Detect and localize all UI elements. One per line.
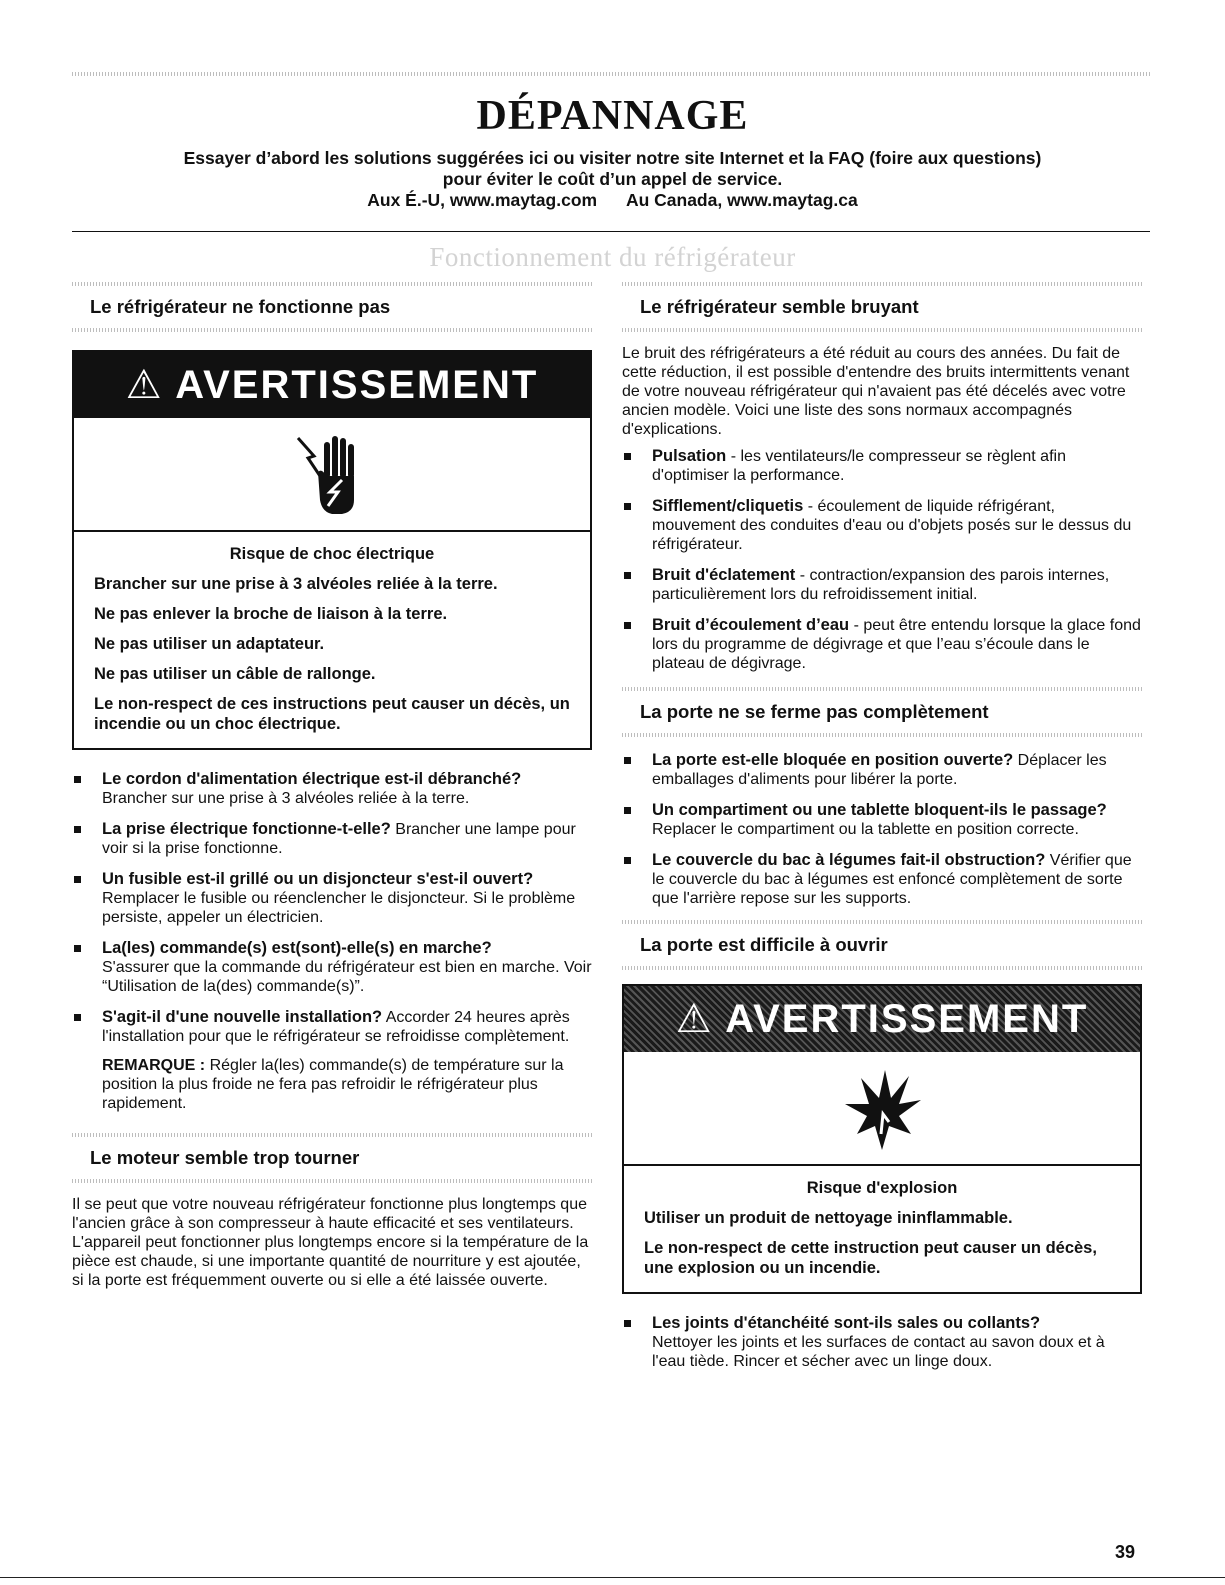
definition: - peut être entendu lorsque la glace fond lors du programme de dégivrage et que l’eau s’écoule dans le plateau de dégivrage.: [652, 617, 1141, 672]
section-title: Fonctionnement du réfrigérateur: [429, 242, 796, 272]
list-sounds: [622, 447, 1142, 673]
subhead-title: Le réfrigérateur semble bruyant: [640, 296, 919, 317]
subhead-title: La porte ne se ferme pas complètement: [640, 701, 989, 722]
intro-line-1: Essayer d’abord les solutions suggérées ici ou visiter notre site Internet et la FAQ (foire aux questions): [183, 148, 1042, 168]
warning-body: [74, 532, 590, 748]
warning-line: Brancher sur une prise à 3 alvéoles reliée à la terre.: [94, 575, 498, 593]
subhead-rule-bottom: [72, 1179, 592, 1183]
warning-triangle-icon: ⚠: [125, 363, 164, 407]
list-item: [622, 801, 1142, 839]
warning-line: Le non-respect de cette instruction peut causer un décès, une explosion ou un incendie.: [644, 1239, 1097, 1277]
explosion-icon: [624, 1052, 1140, 1166]
subhead-noisy: [622, 282, 1142, 332]
subhead-rule-bottom: [622, 328, 1142, 332]
question: La(les) commande(s) est(sont)-elle(s) en marche?: [102, 939, 492, 957]
answer: Brancher sur une prise à 3 alvéoles reliée à la terre.: [102, 790, 470, 807]
list-item: [622, 447, 1142, 485]
warning-risk: Risque de choc électrique: [229, 545, 435, 563]
warning-line: Ne pas utiliser un câble de rallonge.: [94, 665, 376, 683]
answer: S'assurer que la commande du réfrigérateur est bien en marche. Voir “Utilisation de la(des) commande(s)”.: [102, 959, 592, 995]
url-canada: Au Canada, www.maytag.ca: [625, 190, 858, 210]
answer: Nettoyer les joints et les surfaces de contact au savon doux et à l'eau tiède. Rincer et sécher avec un linge doux.: [652, 1334, 1105, 1370]
answer: Vérifier que le couvercle du bac à légumes est enfoncé complètement de sorte que l'arrière repose sur les supports.: [652, 852, 1132, 907]
electric-shock-hand-icon: [74, 418, 590, 532]
subhead-title: La porte est difficile à ouvrir: [640, 934, 888, 955]
list-item: [72, 870, 592, 927]
subhead-rule-bottom: [622, 733, 1142, 737]
subhead-door-not-closing: [622, 687, 1142, 737]
warning-label: AVERTISSEMENT: [175, 363, 539, 407]
list-item: [622, 851, 1142, 908]
question: La prise électrique fonctionne-t-elle?: [102, 820, 391, 838]
subhead-door-hard-to-open: [622, 920, 1142, 970]
subhead-rule-bottom: [622, 966, 1142, 970]
list-item: [622, 616, 1142, 673]
list-item: [622, 1314, 1142, 1371]
page-title: DÉPANNAGE: [476, 93, 749, 139]
warning-box-explosion: [622, 984, 1142, 1294]
checklist-not-working: [72, 770, 592, 1046]
subhead-not-working: [72, 282, 592, 332]
question: Les joints d'étanchéité sont-ils sales ou collants?: [652, 1314, 1041, 1332]
warning-line: Ne pas utiliser un adaptateur.: [94, 635, 325, 653]
question: Un fusible est-il grillé ou un disjoncteur s'est-il ouvert?: [102, 870, 534, 888]
warning-header: [74, 352, 590, 418]
list-item: [72, 820, 592, 858]
intro-divider: [72, 231, 1150, 232]
definition: - les ventilateurs/le compresseur se règlent afin d'optimiser la performance.: [652, 448, 1066, 484]
note-text: Régler la(les) commande(s) de température sur la position la plus froide ne fera pas refroidir le réfrigérateur plus rapidement.: [102, 1057, 564, 1112]
answer: Accorder 24 heures après l'installation pour que le réfrigérateur se refroidisse complètement.: [102, 1009, 570, 1045]
warning-line: Utiliser un produit de nettoyage ininflammable.: [644, 1209, 1013, 1227]
term: Bruit d’écoulement d’eau: [652, 616, 850, 634]
question: Un compartiment ou une tablette bloquent-ils le passage?: [652, 801, 1107, 819]
paragraph-motor: Il se peut que votre nouveau réfrigérateur fonctionne plus longtemps que l'ancien grâce à son compresseur à haute efficacité et ses ventilateurs. L'appareil peut fonctionner plus longtemps encore si la température de la pièce est chaude, si une importante quantité de nourriture y est ajoutée, si la porte est fréquemment ouverte ou si elle a été laissée ouverte.: [72, 1196, 589, 1289]
list-item: [622, 497, 1142, 554]
answer: Remplacer le fusible ou réenclencher le disjoncteur. Si le problème persiste, appeler un électricien.: [102, 890, 576, 926]
paragraph-noisy: Le bruit des réfrigérateurs a été réduit au cours des années. Du fait de cette réduction, il est possible d'entendre des bruits intermittents venant de votre nouveau réfrigérateur qui n'avaient pas été décelés avec votre ancien modèle. Voici une liste des sons normaux accompagnés d'explications.: [622, 345, 1130, 438]
definition: - écoulement de liquide réfrigérant, mouvement des conduites d'eau ou d'objets posés sur le dessus du réfrigérateur.: [652, 498, 1132, 553]
warning-body: [624, 1166, 1140, 1292]
term: Sifflement/cliquetis: [652, 497, 804, 515]
question: S'agit-il d'une nouvelle installation?: [102, 1008, 383, 1026]
subhead-motor: [72, 1133, 592, 1183]
url-us: Aux É.-U, www.maytag.com: [367, 190, 598, 210]
warning-line: Ne pas enlever la broche de liaison à la terre.: [94, 605, 448, 623]
list-item: [622, 566, 1142, 604]
intro: [60, 148, 1165, 211]
right-column: [622, 282, 1142, 1383]
question: Le couvercle du bac à légumes fait-il obstruction?: [652, 851, 1046, 869]
answer: Déplacer les emballages d'aliments pour libérer la porte.: [652, 752, 1107, 788]
note: [72, 1056, 592, 1113]
left-column: [72, 282, 592, 1290]
top-rule: [72, 72, 1150, 76]
page-number: 39: [1115, 1542, 1136, 1562]
bottom-rule: [0, 1577, 1225, 1578]
subhead-title: Le moteur semble trop tourner: [90, 1147, 360, 1168]
warning-line: Le non-respect de ces instructions peut causer un décès, un incendie ou un choc électrique.: [94, 695, 570, 733]
question: La porte est-elle bloquée en position ouverte?: [652, 751, 1014, 769]
checklist-door: [622, 751, 1142, 908]
definition: - contraction/expansion des parois internes, particulièrement lors du refroidissement initial.: [652, 567, 1110, 603]
intro-urls: [60, 190, 1165, 211]
warning-label: AVERTISSEMENT: [725, 997, 1089, 1041]
list-item: [622, 751, 1142, 789]
warning-triangle-icon: ⚠: [675, 997, 714, 1041]
intro-line-2: pour éviter le coût d’un appel de service.: [442, 169, 783, 189]
list-item: [72, 770, 592, 808]
question: Le cordon d'alimentation électrique est-il débranché?: [102, 770, 522, 788]
term: Pulsation: [652, 447, 727, 465]
note-label: REMARQUE :: [102, 1057, 206, 1074]
checklist-seals: [622, 1314, 1142, 1371]
list-item: [72, 1008, 592, 1046]
warning-risk: Risque d'explosion: [806, 1179, 958, 1197]
term: Bruit d'éclatement: [652, 566, 796, 584]
subhead-title: Le réfrigérateur ne fonctionne pas: [90, 296, 391, 317]
answer: Brancher une lampe pour voir si la prise fonctionne.: [102, 821, 576, 857]
warning-box-electric: [72, 350, 592, 750]
warning-header: [624, 986, 1140, 1052]
list-item: [72, 939, 592, 996]
subhead-rule-bottom: [72, 328, 592, 332]
answer: Replacer le compartiment ou la tablette en position correcte.: [652, 821, 1079, 838]
